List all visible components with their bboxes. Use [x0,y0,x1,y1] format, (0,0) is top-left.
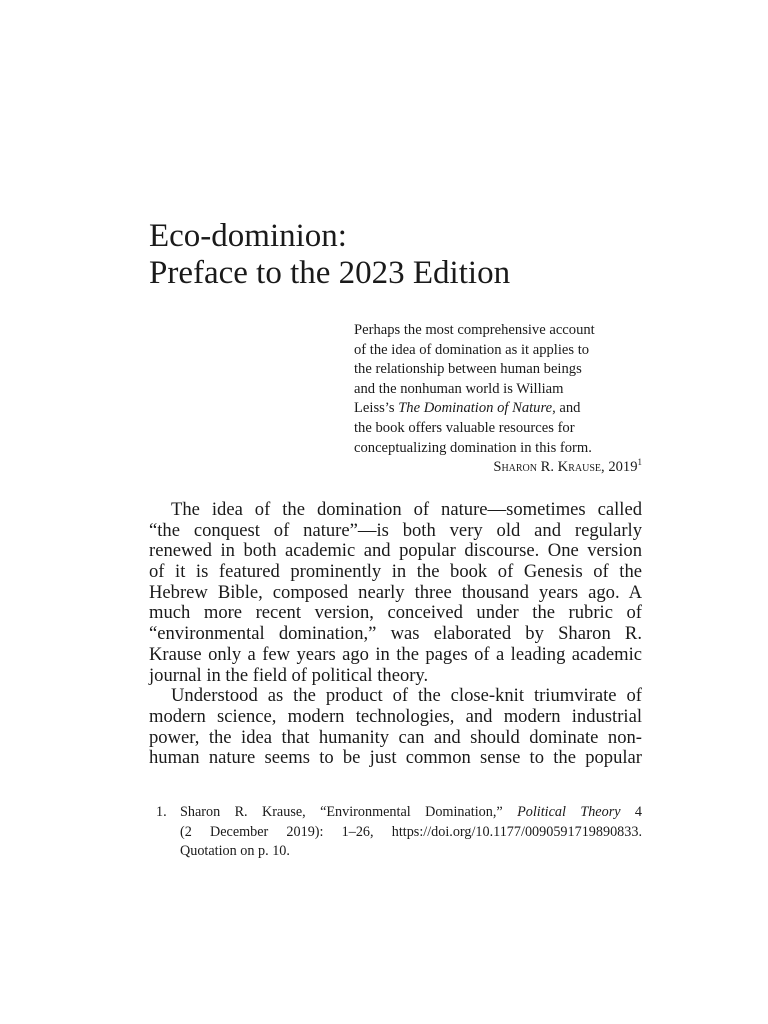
epigraph-line: the book offers valuable resources for [354,419,575,436]
footnote-line: Quotation on p. 10. [180,843,290,859]
footnote-citation: Sharon R. Krause, “Environmental Domination,” [180,804,518,820]
epigraph-line [354,399,644,419]
body-line: “environmental domination,” was elaborated by Sharon R. [149,623,642,645]
footnote-text [180,803,642,862]
footnote-volume: 4 [620,804,642,820]
body-line: “the conquest of nature”—is both very old and regularly [149,519,642,541]
body-line: renewed in both academic and popular discourse. One version [149,540,642,562]
body-line: power, the idea that humanity can and should dominate non- [149,726,642,748]
footnote-line: (2 December 2019): 1–26, https://doi.org/10.1177/0090591719890833. [180,823,642,840]
footnote-line [180,803,642,823]
body-line: Hebrew Bible, composed nearly three thousand years ago. A [149,581,642,603]
body-line: Understood as the product of the close-knit triumvirate of [171,685,642,707]
body-text [149,500,642,769]
epigraph-line: the relationship between human beings [354,361,582,378]
footnote-reference: 1 [637,457,642,468]
epigraph-line: Perhaps the most comprehensive account [354,322,595,338]
epigraph-attribution [354,458,642,478]
chapter-title [149,218,669,292]
body-line: human nature seems to be just common sense to the popular [149,747,642,769]
chapter-title-line-1: Eco-dominion: [149,218,347,254]
body-line: of it is featured prominently in the book of Genesis of the [149,561,642,583]
body-line: modern science, modern technologies, and modern industrial [149,705,642,727]
epigraph-line: of the idea of domination as it applies to [354,341,590,358]
epigraph-author: Sharon R. Krause [493,459,602,476]
chapter-title-line-2: Preface to the 2023 Edition [149,255,511,291]
body-line: journal in the field of political theory. [149,664,429,686]
epigraph-text: , and [552,400,581,417]
epigraph [354,321,644,478]
footnote-number: 1. [156,804,167,820]
epigraph-book-title: The Domination of Nature [398,400,553,417]
body-line: Krause only a few years ago in the pages of a leading academic [149,643,642,665]
epigraph-year: , 2019 [601,459,638,476]
epigraph-line: and the nonhuman world is William [354,380,564,397]
epigraph-line: conceptualizing domination in this form. [354,439,592,456]
body-line: The idea of the domination of nature—sometimes called [171,499,642,520]
footnote-journal: Political Theory [517,804,621,820]
epigraph-text: Leiss’s [354,400,399,417]
body-line: much more recent version, conceived under the rubric of [149,602,642,624]
